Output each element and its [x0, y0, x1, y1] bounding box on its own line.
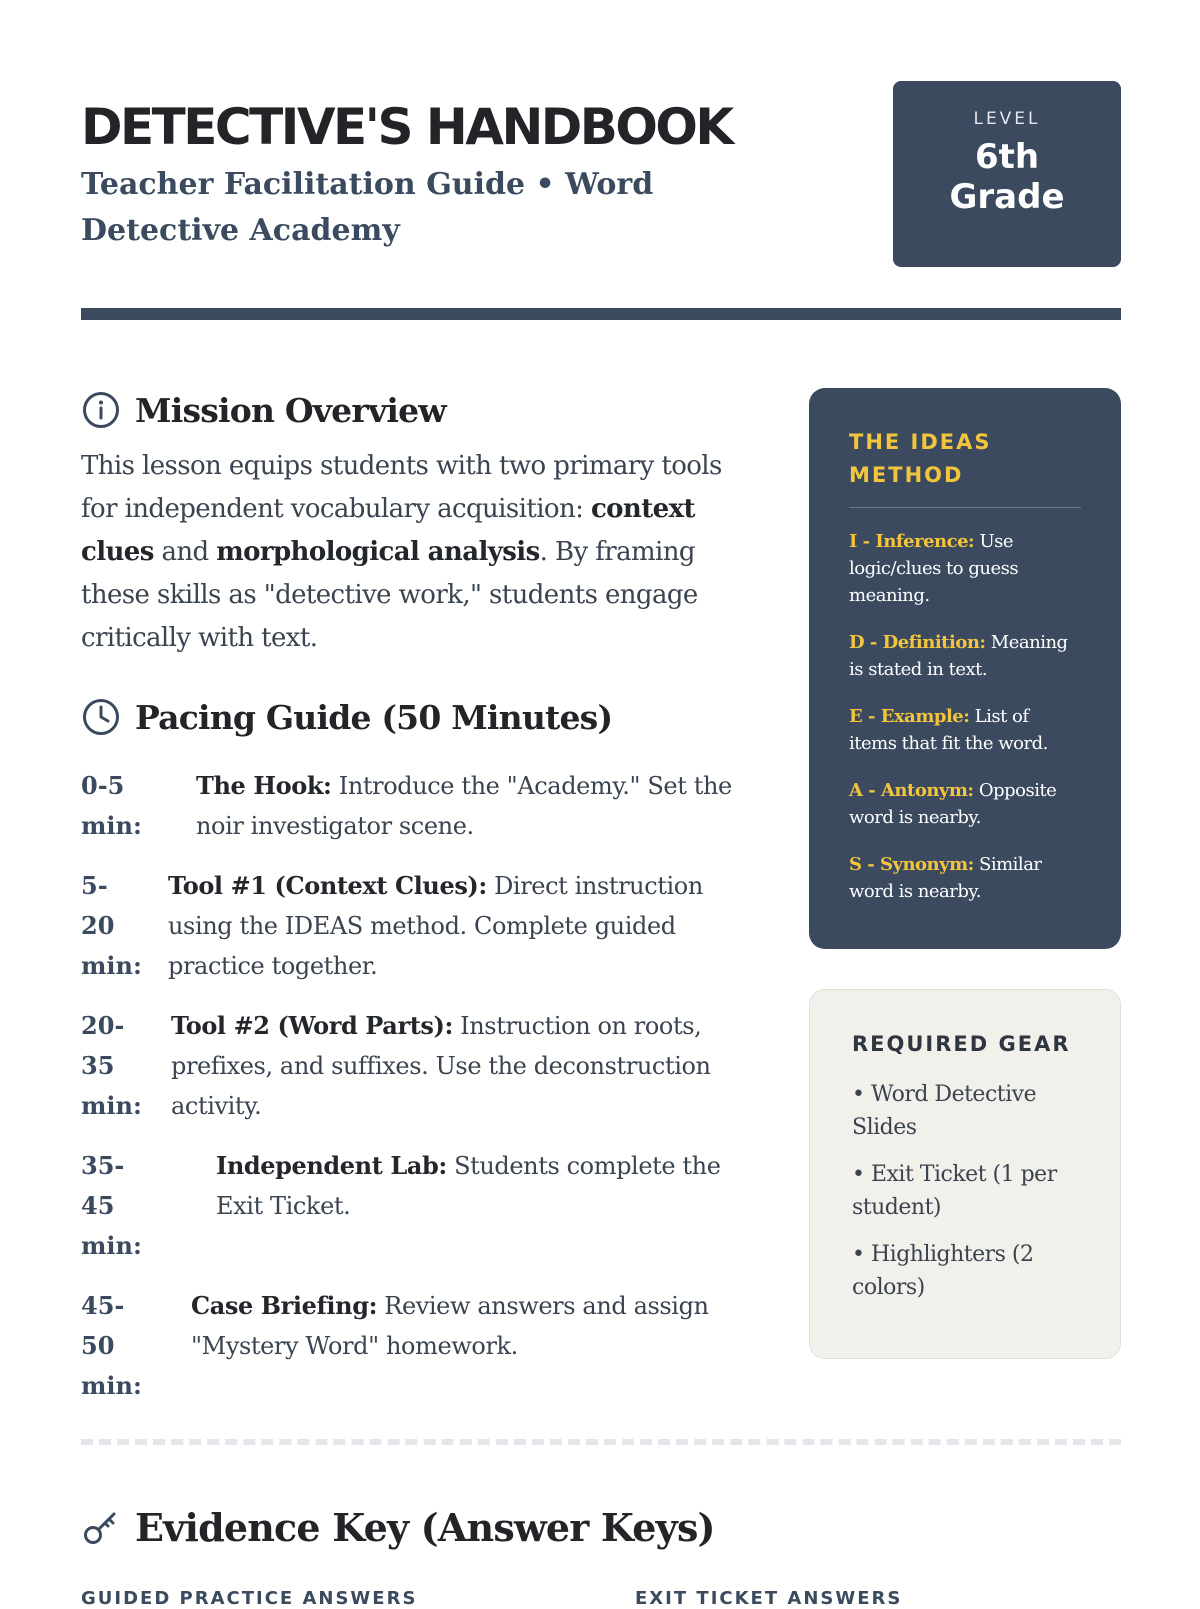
overview-bold-2: morphological analysis [216, 537, 540, 567]
page-title: DETECTIVE'S HANDBOOK [81, 98, 732, 156]
pacing-row [81, 1286, 761, 1406]
gear-item: • Exit Ticket (1 per student) [852, 1162, 1057, 1220]
pacing-row [81, 1006, 761, 1126]
level-badge [893, 81, 1121, 267]
ideas-divider [849, 507, 1081, 508]
pacing-step-title: Independent Lab: [216, 1151, 447, 1180]
key-icon [81, 1507, 121, 1547]
ideas-item-key: S - Synonym: [849, 854, 974, 875]
pacing-step-text: Introduce the "Academy." Set the noir investigator scene. [196, 772, 732, 840]
ideas-item-key: I - Inference: [849, 531, 975, 552]
pacing-title: Pacing Guide (50 Minutes) [135, 697, 613, 737]
overview-text [81, 445, 761, 660]
pacing-step-text: Instruction on roots, prefixes, and suffixes. Use the deconstruction activity. [171, 1012, 711, 1120]
overview-text-3: . By framing these skills as "detective work," students engage critically with text. [81, 537, 698, 653]
required-gear-card [809, 989, 1121, 1359]
ideas-item [849, 703, 1081, 757]
pacing-step-title: The Hook: [196, 771, 332, 800]
level-label: LEVEL [973, 109, 1041, 129]
ideas-item-text: List of items that fit the word. [849, 706, 1048, 754]
ideas-item [849, 629, 1081, 683]
pacing-row [81, 766, 761, 846]
pacing-time: 45-50 min: [81, 1291, 142, 1400]
pacing-time: 5-20 min: [81, 871, 142, 980]
pacing-row [81, 1146, 761, 1266]
pacing-time: 35-45 min: [81, 1151, 142, 1260]
ideas-item-key: D - Definition: [849, 632, 986, 653]
pacing-step-text: Students complete the Exit Ticket. [216, 1152, 721, 1220]
main-column [81, 385, 761, 1426]
pacing-row [81, 866, 761, 986]
overview-heading [81, 385, 761, 435]
pacing-description [191, 1286, 761, 1406]
ideas-method-card [809, 388, 1121, 949]
clock-icon [81, 697, 121, 737]
evidence-heading [81, 1502, 715, 1552]
ideas-item-key: A - Antonym: [849, 780, 974, 801]
pacing-description [196, 766, 761, 846]
ideas-item [849, 777, 1081, 831]
overview-text-1: This lesson equips students with two primary tools for independent vocabulary acquisition: [81, 451, 722, 524]
evidence-col-label: EXIT TICKET ANSWERS [635, 1588, 903, 1609]
ideas-item-key: E - Example: [849, 706, 970, 727]
page-subtitle: Teacher Facilitation Guide • Word Detective Academy [81, 167, 654, 248]
pacing-description [216, 1146, 761, 1266]
overview-text-2: and [153, 537, 217, 567]
page-header [81, 81, 1121, 281]
ideas-item-text: Similar word is nearby. [849, 854, 1042, 902]
ideas-item [849, 851, 1081, 905]
section-divider [81, 1439, 1121, 1445]
pacing-step-title: Tool #1 (Context Clues): [168, 871, 487, 900]
pacing-step-title: Case Briefing: [191, 1291, 378, 1320]
overview-bold-1: context clues [81, 494, 695, 567]
ideas-item-text: Use logic/clues to guess meaning. [849, 531, 1019, 606]
info-icon [81, 390, 121, 430]
ideas-title: THE IDEAS METHOD [849, 430, 992, 487]
pacing-step-text: Direct instruction using the IDEAS method. Complete guided practice together. [168, 872, 703, 980]
pacing-heading [81, 692, 761, 742]
ideas-list [849, 528, 1081, 905]
pacing-step-text: Review answers and assign "Mystery Word" homework. [191, 1292, 709, 1360]
gear-item: • Highlighters (2 colors) [852, 1242, 1034, 1300]
evidence-col-label: GUIDED PRACTICE ANSWERS [81, 1588, 418, 1609]
overview-title: Mission Overview [135, 390, 446, 430]
pacing-time: 20-35 min: [81, 1011, 142, 1120]
evidence-title: Evidence Key (Answer Keys) [135, 1504, 715, 1550]
ideas-item [849, 528, 1081, 609]
gear-item: • Word Detective Slides [852, 1082, 1037, 1140]
pacing-description [171, 1006, 761, 1126]
level-value: 6th Grade [949, 137, 1065, 217]
header-divider [81, 308, 1121, 320]
ideas-item-text: Opposite word is nearby. [849, 780, 1057, 828]
pacing-step-title: Tool #2 (Word Parts): [171, 1011, 453, 1040]
gear-title: REQUIRED GEAR [852, 1032, 1071, 1056]
header [81, 81, 1121, 281]
pacing-time: 0-5 min: [81, 771, 142, 840]
pacing-description [168, 866, 761, 986]
ideas-item-text: Meaning is stated in text. [849, 632, 1068, 680]
gear-list [852, 1078, 1078, 1304]
pacing-list [81, 766, 761, 1406]
